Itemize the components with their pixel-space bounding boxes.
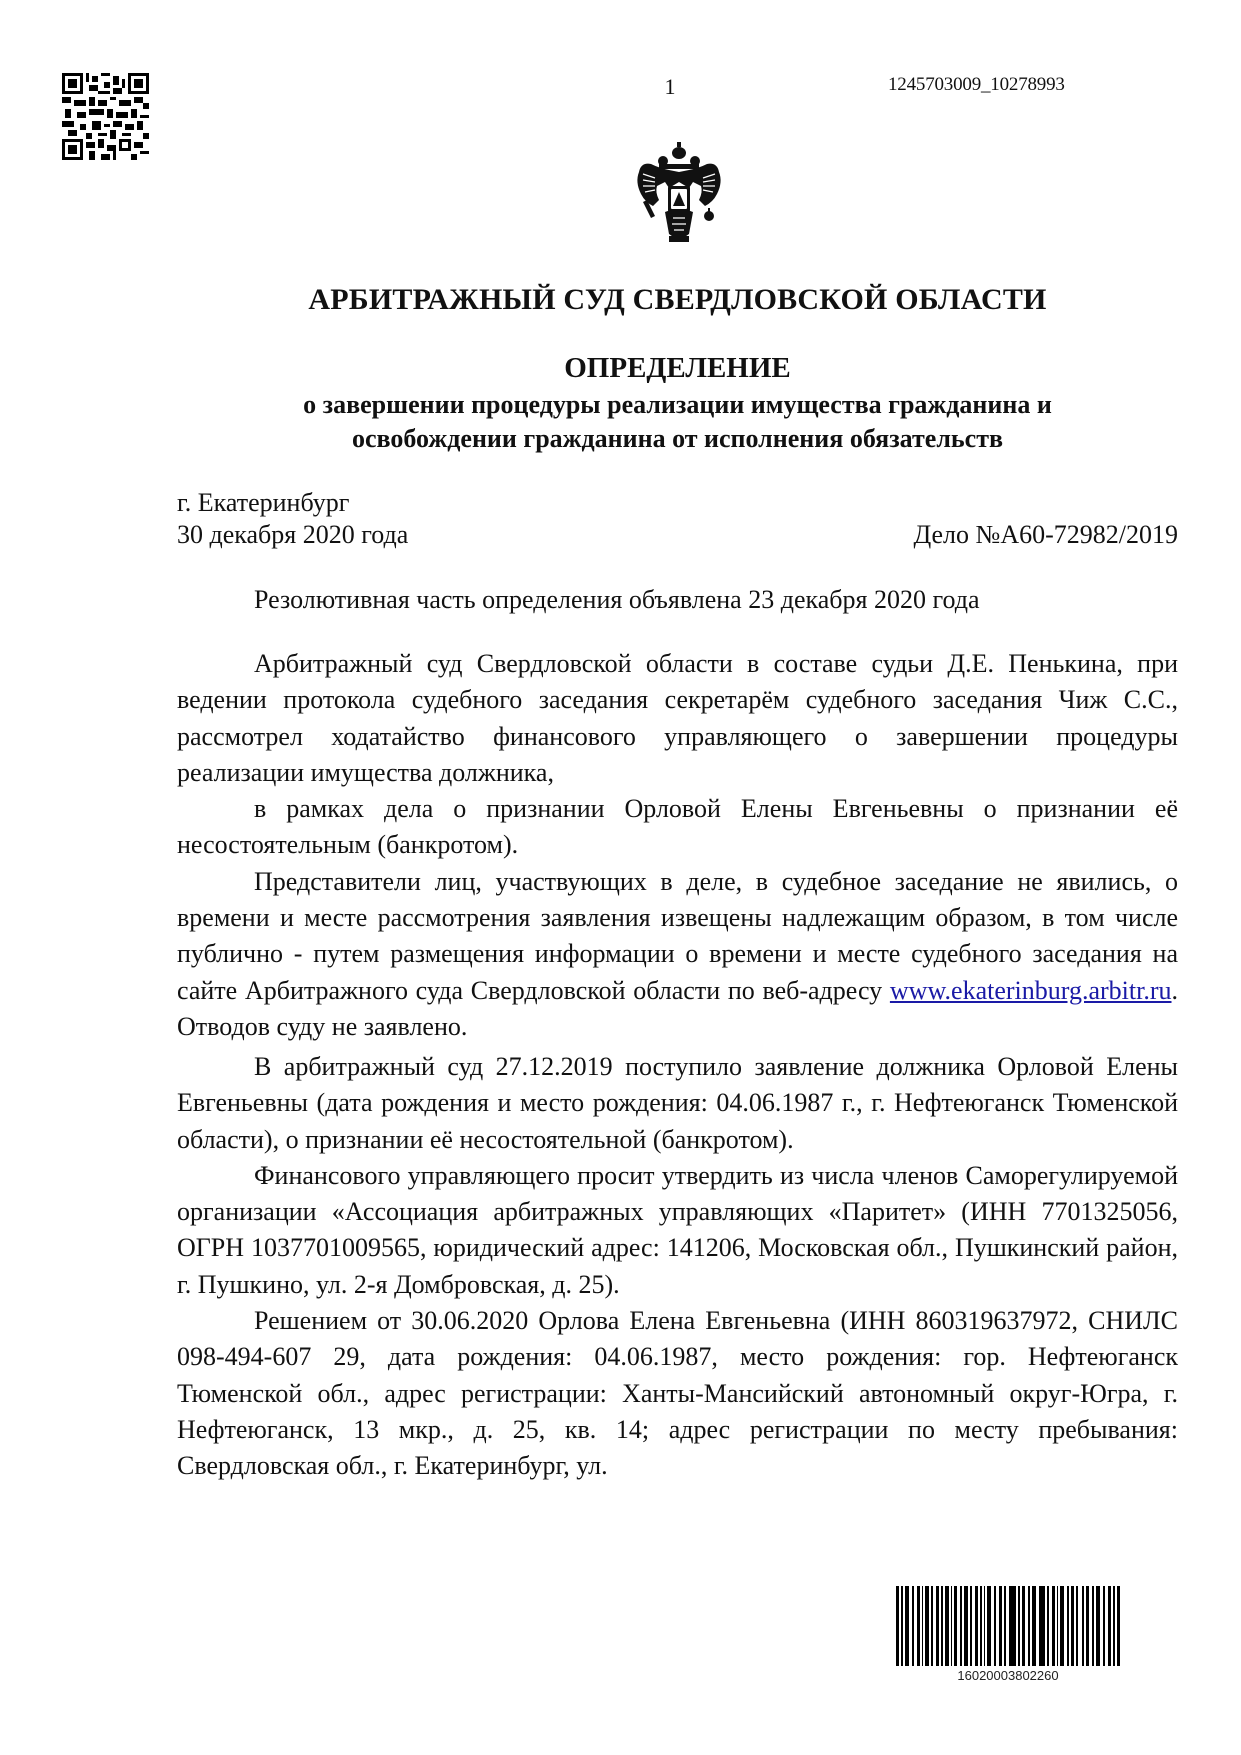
- case-number: Дело №А60-72982/2019: [913, 520, 1178, 549]
- body-section-2: [177, 1049, 1178, 1485]
- paragraph-application: В арбитражный суд 27.12.2019 поступило заявление должника Орловой Елены Евгеньевны (дата рождения и место рождения: 04.06.1987 г., г. Нефтеюганск Тюменской области), о признании её несостоятельной (банкротом).: [177, 1052, 1178, 1154]
- document-type: ОПРЕДЕЛЕНИЕ: [564, 352, 791, 384]
- decision-date: 30 декабря 2020 года: [177, 520, 409, 549]
- body-section-1: [177, 646, 1178, 1045]
- notification-tail: . Отводов суду не заявлено.: [177, 975, 1178, 1041]
- paragraph-financial-manager: Финансового управляющего просит утвердить из числа членов Саморегулируемой организации «Ассоциация арбитражных управляющих «Паритет» (ИНН 7701325056, ОГРН 1037701009565, юридический адрес: 141206, Московская обл., Пушкинский район, г. Пушкино, ул. 2-я Домбровская, д. 25).: [177, 1160, 1178, 1299]
- notification-text: Представители лиц, участвующих в деле, в судебное заседание не явились, о времени и месте рассмотрения заявления извещены надлежащим образом, в том числе публично - путем размещения информации о времени и месте судебного заседания на сайте Арбитражного суда Свердловской области по веб-адресу: [177, 866, 1178, 1005]
- paragraph-court-composition: Арбитражный суд Свердловской области в составе судьи Д.Е. Пенькина, при ведении протокола судебного заседания секретарём судебного заседания Чиж С.С., рассмотрел ходатайство финансового управляющего о завершении процедуры реализации имущества должника,: [177, 649, 1178, 787]
- document-subtitle: [177, 388, 1178, 456]
- resolution-note: Резолютивная часть определения объявлена 23 декабря 2020 года: [254, 585, 980, 614]
- coat-of-arms-icon: [628, 142, 730, 246]
- document-id: 1245703009_10278993: [888, 74, 1065, 95]
- barcode-icon: [896, 1586, 1120, 1666]
- qr-code-icon: [62, 73, 149, 160]
- court-title: АРБИТРАЖНЫЙ СУД СВЕРДЛОВСКОЙ ОБЛАСТИ: [308, 283, 1047, 316]
- paragraph-decision: Решением от 30.06.2020 Орлова Елена Евгеньевна (ИНН 860319637972, СНИЛС 098-494-607 29, дата рождения: 04.06.1987, место рождения: гор. Нефтеюганск Тюменской обл., адрес регистрации: Ханты-Мансийский автономный округ-Югра, г. Нефтеюганск, 13 мкр., д. 25, кв. 14; адрес регистрации по месту пребывания: Свердловская обл., г. Екатеринбург, ул.: [177, 1306, 1178, 1481]
- page-number: 1: [664, 74, 676, 99]
- barcode-number: 16020003802260: [957, 1668, 1059, 1683]
- paragraph-notification: [177, 864, 1178, 1045]
- court-website-link[interactable]: www.ekaterinburg.arbitr.ru: [889, 975, 1172, 1005]
- paragraph-case-scope: в рамках дела о признании Орловой Елены Евгеньевны о признании её несостоятельным (банкротом).: [177, 794, 1178, 860]
- subtitle-line-2: освобождении гражданина от исполнения обязательств: [351, 424, 1004, 453]
- subtitle-line-1: о завершении процедуры реализации имущества гражданина и: [303, 390, 1052, 419]
- city: г. Екатеринбург: [177, 488, 350, 517]
